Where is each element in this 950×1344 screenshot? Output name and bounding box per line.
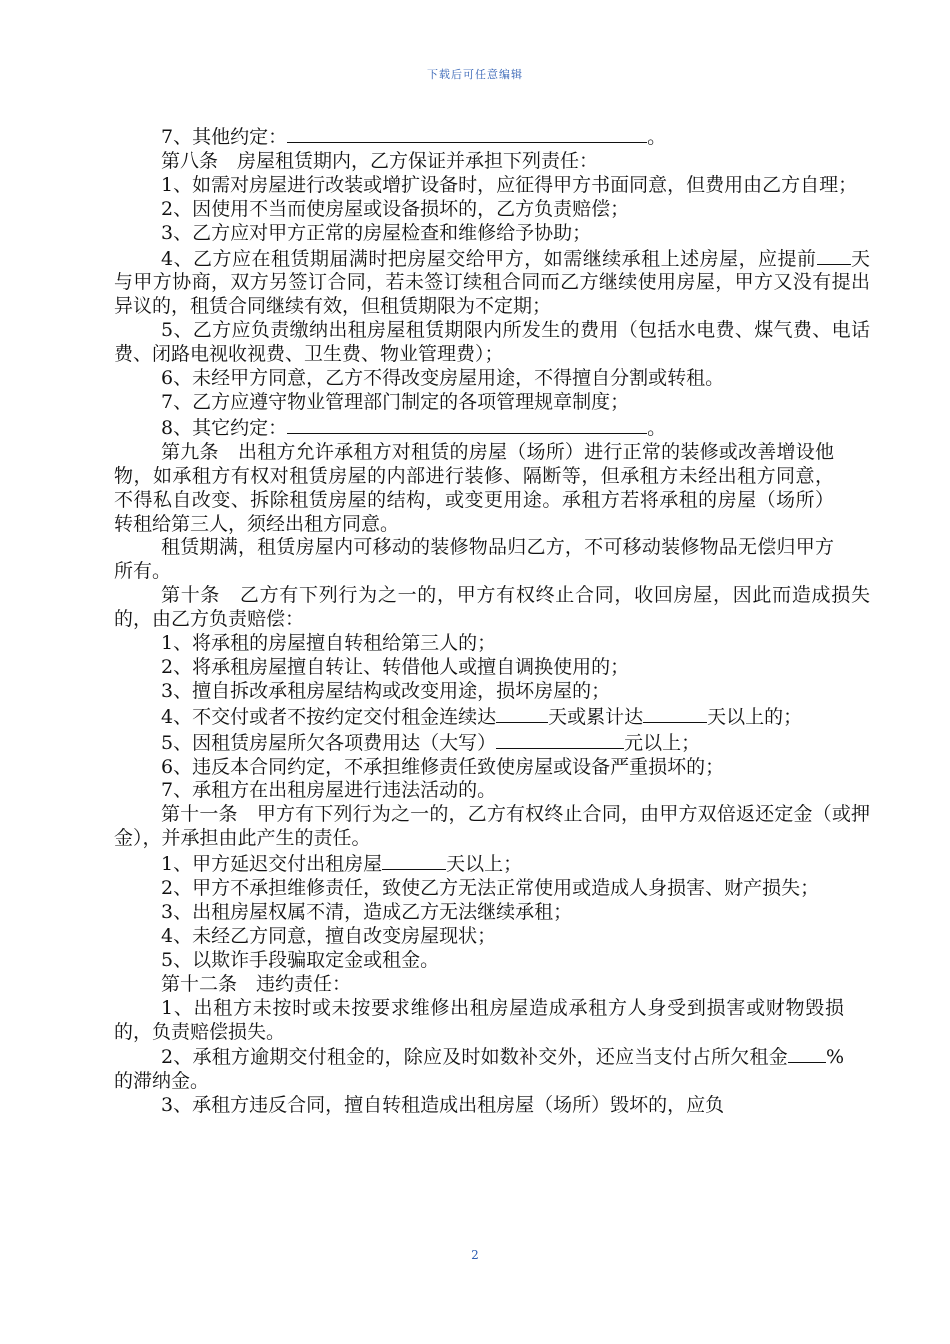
- blank-field: [382, 851, 446, 870]
- clause-11-5: 5、以欺诈手段骗取定金或租金。: [161, 948, 440, 971]
- clause-10-6: 6、违反本合同约定，不承担维修责任致使房屋或设备严重损坏的；: [161, 755, 725, 778]
- clause-12-3: 3、承租方违反合同，擅自转租造成出租房屋（场所）毁坏的，应负: [161, 1094, 725, 1117]
- clause-8-4: 4、乙方应在租赁期届满时把房屋交给甲方，如需继续承租上述房屋，应提前 天与甲方协商，双方另签订合同，若未签订续租合同而乙方继续使用房屋，甲方又没有提出异议的，租赁合同继续有效，但租赁期限为不定期；: [114, 247, 870, 318]
- clause-8-1: 1、如需对房屋进行改装或增扩设备时，应征得甲方书面同意，但费用由乙方自理；: [161, 173, 858, 196]
- clause-10-7: 7、承租方在出租房屋进行违法活动的。: [161, 779, 497, 802]
- blank-field: [287, 415, 647, 434]
- article-9-para-2: 租赁期满，租赁房屋内可移动的装修物品归乙方，不可移动装修物品无偿归甲方所有。: [114, 536, 834, 583]
- clause-11-3: 3、出租房屋权属不清，造成乙方无法继续承租；: [161, 901, 573, 923]
- article-10-title: 第十条 乙方有下列行为之一的，甲方有权终止合同，收回房屋，因此而造成损失的，由乙方负责赔偿：: [114, 584, 870, 631]
- clause-8-5: 5、乙方应负责缴纳出租房屋租赁期限内所发生的费用（包括水电费、煤气费、电话费、闭路电视收视费、卫生费、物业管理费）；: [114, 319, 870, 366]
- clause-10-5: 5、因租赁房屋所欠各项费用达（大写） 元以上；: [161, 731, 701, 754]
- blank-field: [817, 246, 851, 265]
- article-12-title: 第十二条 违约责任：: [161, 972, 352, 995]
- blank-field: [496, 704, 548, 723]
- document-body: [114, 124, 870, 1118]
- clause-11-1: 1、甲方延迟交付出租房屋 天以上；: [161, 853, 523, 876]
- blank-field: [788, 1044, 826, 1063]
- blank-field: [643, 704, 707, 723]
- clause-8-6: 6、未经甲方同意，乙方不得改变房屋用途，不得擅自分割或转租。: [161, 367, 725, 390]
- clause-11-2: 2、甲方不承担维修责任，致使乙方无法正常使用或造成人身损害、财产损失；: [161, 877, 820, 900]
- clause-8-8: 8、其它约定： 。: [161, 416, 667, 439]
- article-11-title: 第十一条 甲方有下列行为之一的，乙方有权终止合同，由甲方双倍返还定金（或押金），并承担由此产生的责任。: [114, 803, 870, 850]
- clause-10-3: 3、擅自拆改承租房屋结构或改变用途，损坏房屋的；: [161, 679, 611, 702]
- clause-8-7: 7、乙方应遵守物业管理部门制定的各项管理规章制度；: [161, 390, 630, 413]
- article-9: 第九条 出租方允许承租方对租赁的房屋（场所）进行正常的装修或改善增设他物，如承租方有权对租赁房屋的内部进行装修、隔断等，但承租方未经出租方同意，不得私自改变、拆除租赁房屋的结构，或变更用途。承租方若将承租的房屋（场所）转租给第三人，须经出租方同意。: [114, 440, 834, 535]
- page-number: 2: [471, 1248, 479, 1262]
- clause-10-4: 4、不交付或者不按约定交付租金连续达 天或累计达 天以上的；: [161, 705, 803, 728]
- clause-7-7: 7、其他约定： 。: [161, 126, 667, 148]
- clause-8-2: 2、因使用不当而使房屋或设备损坏的，乙方负责赔偿；: [161, 197, 630, 220]
- clause-10-2: 2、将承租房屋擅自转让、转借他人或擅自调换使用的；: [161, 655, 630, 678]
- clause-12-1: 1、出租方未按时或未按要求维修出租房屋造成承租方人身受到损害或财物毁损的，负责赔偿损失。: [114, 996, 844, 1043]
- blank-field: [287, 124, 647, 143]
- clause-8-3: 3、乙方应对甲方正常的房屋检查和维修给予协助；: [161, 221, 592, 244]
- article-8-title: 第八条 房屋租赁期内，乙方保证并承担下列责任：: [161, 149, 599, 172]
- clause-11-4: 4、未经乙方同意，擅自改变房屋现状；: [161, 924, 497, 947]
- page-header: 下载后可任意编辑: [427, 68, 523, 81]
- clause-10-1: 1、将承租的房屋擅自转租给第三人的；: [161, 632, 497, 655]
- blank-field: [496, 730, 624, 749]
- clause-12-2: 2、承租方逾期交付租金的，除应及时如数补交外，还应当支付占所欠租金 %的滞纳金。: [114, 1046, 844, 1093]
